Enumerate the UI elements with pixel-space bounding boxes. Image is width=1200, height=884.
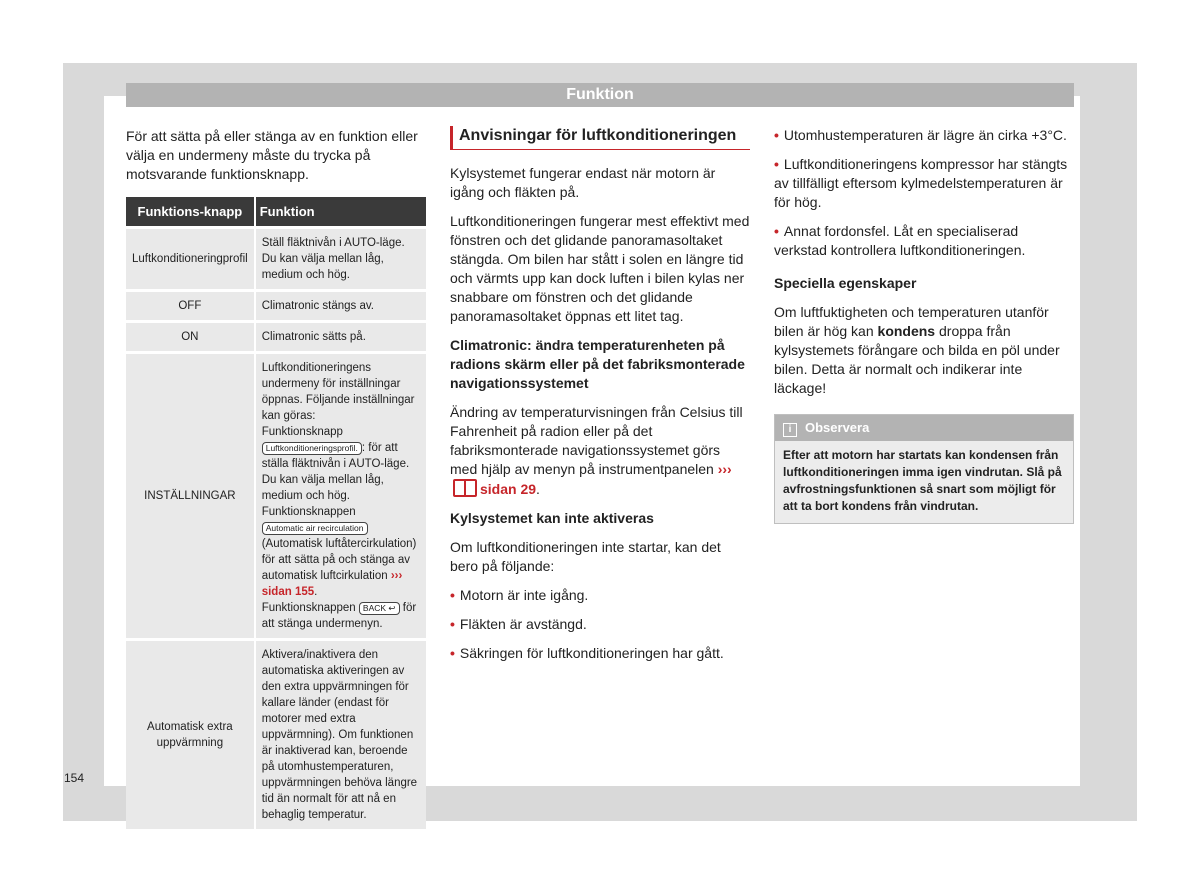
paragraph-text: Om luftfuktigheten och temperaturen utanför bilen är hög kan bbox=[774, 304, 1049, 339]
table-cell-key: ON bbox=[126, 323, 256, 351]
column-middle bbox=[450, 126, 750, 673]
list-item-text: Fläkten är avstängd. bbox=[459, 616, 587, 632]
table-cell-function bbox=[256, 354, 426, 638]
paragraph bbox=[774, 303, 1074, 398]
table-row bbox=[126, 323, 426, 351]
settings-text: (Automatisk luftåtercirkulation) för att sätta på och stänga av automatisk luftcirkulation bbox=[261, 538, 417, 582]
table-cell-function: Aktivera/inaktivera den automatiska aktiveringen av den extra uppvärmningen för kallare länder (endast för motorer med extra uppvärmning). Om funktionen är inaktiverad kan, beroende på utomhustemperaturen, uppvärmningen behöva längre tid än normalt för att nå en behaglig temperatur. bbox=[256, 641, 426, 829]
paragraph bbox=[450, 403, 750, 499]
settings-text: för att stänga undermenyn. bbox=[261, 602, 417, 630]
page-link[interactable]: ››› sidan 155 bbox=[261, 570, 403, 598]
paragraph-text: . bbox=[536, 481, 540, 497]
bullet-dot-icon: • bbox=[774, 127, 779, 143]
subheading: Speciella egenskaper bbox=[774, 275, 917, 291]
bullet-dot-icon: • bbox=[774, 223, 779, 239]
paragraph-text: droppa från kylsystemets förångare och bilda en pöl under bilen. Detta är normalt och indikerar inte läckage! bbox=[774, 323, 1060, 396]
list-item bbox=[450, 644, 750, 663]
link-text: sidan 29 bbox=[480, 481, 537, 497]
keycap-back: BACK ↩ bbox=[359, 602, 400, 615]
settings-text: Luftkonditioneringens undermeny för inställningar öppnas. Följande inställningar kan göras: bbox=[261, 362, 415, 422]
paragraph-text: Ändring av temperaturvisningen från Celsius till Fahrenheit på radion eller på det fabriksmonterade navigationssystemet görs med hjälp av menyn på instrumentpanelen bbox=[450, 404, 743, 477]
intro-text: För att sätta på eller stänga av en funktion eller välja en undermeny måste du trycka på motsvarande funktionsknapp. bbox=[126, 128, 418, 182]
keycap-air-recirculation: Automatic air recirculation bbox=[262, 522, 368, 535]
link-arrow: ››› bbox=[717, 461, 732, 477]
table-row bbox=[126, 292, 426, 320]
bullet-dot-icon: • bbox=[450, 616, 455, 632]
page-title: Funktion bbox=[126, 83, 1074, 107]
settings-text: : för att ställa fläktnivån i AUTO-läge. Du kan välja mellan låg, medium och hög. bbox=[261, 442, 410, 502]
column-left bbox=[126, 127, 426, 832]
function-table bbox=[126, 194, 426, 832]
paragraph: Kylsystemet fungerar endast när motorn är igång och fläkten på. bbox=[450, 165, 716, 200]
table-row bbox=[126, 641, 426, 829]
list-item bbox=[450, 615, 750, 634]
section-title: Anvisningar för luftkonditioneringen bbox=[450, 126, 750, 150]
list-item-text: Annat fordonsfel. Låt en specialiserad verkstad kontrollera luftkonditioneringen. bbox=[774, 223, 1026, 258]
table-row bbox=[126, 229, 426, 289]
table-cell-key: Luftkonditioneringprofil bbox=[126, 229, 256, 289]
keycap-ac-profile: Luftkonditioneringsprofil. bbox=[262, 442, 362, 455]
bullet-dot-icon: • bbox=[450, 645, 455, 661]
bullet-dot-icon: • bbox=[450, 587, 455, 603]
subheading: Climatronic: ändra temperaturenheten på radions skärm eller på det fabriksmonterade navigationssystemet bbox=[450, 337, 745, 391]
list-item bbox=[450, 586, 750, 605]
page-number: 154 bbox=[64, 771, 85, 785]
list-item bbox=[774, 155, 1074, 212]
list-item-text: Säkringen för luftkonditioneringen har gått. bbox=[459, 645, 724, 661]
table-cell-function: Climatronic sätts på. bbox=[256, 323, 426, 351]
note-title: Observera bbox=[805, 420, 870, 435]
note-box bbox=[774, 414, 1074, 524]
settings-text: Funktionsknappen bbox=[261, 506, 356, 518]
note-body: Efter att motorn har startats kan kondensen från luftkonditioneringen imma igen vindrutan. Slå på avfrostningsfunktionen så snart som möjligt för att ta bort kondens från vindrutan. bbox=[783, 448, 1062, 513]
table-cell-key: OFF bbox=[126, 292, 256, 320]
table-cell-key: Automatisk extra uppvärmning bbox=[126, 641, 256, 829]
paragraph: Luftkonditioneringen fungerar mest effektivt med fönstren och det glidande panoramasoltaket stängda. Om bilen har stått i solen en längre tid och värmts upp kan dock luften i bilen kylas ner snabbare om fönstren och det glidande panoramasoltaket öppnas ett litet tag. bbox=[450, 213, 750, 324]
paragraph: Om luftkonditioneringen inte startar, kan det bero på följande: bbox=[450, 539, 721, 574]
table-header-row bbox=[126, 197, 426, 226]
info-icon: i bbox=[783, 423, 797, 437]
list-item-text: Luftkonditioneringens kompressor har stängts av tillfälligt eftersom kylmedelstemperaturen är för hög. bbox=[774, 156, 1068, 210]
table-header-function: Funktion bbox=[256, 197, 426, 226]
list-item bbox=[774, 126, 1074, 145]
table-cell-function: Ställ fläktnivån i AUTO-läge. Du kan välja mellan låg, medium och hög. bbox=[256, 229, 426, 289]
settings-text: Funktionsknappen bbox=[261, 602, 356, 614]
paragraph-bold: kondens bbox=[877, 323, 936, 339]
bullet-dot-icon: • bbox=[774, 156, 779, 172]
table-cell-key: INSTÄLLNINGAR bbox=[126, 354, 256, 638]
settings-text: Funktionsknapp bbox=[261, 426, 343, 438]
table-header-key: Funktions-knapp bbox=[126, 197, 256, 226]
column-right bbox=[774, 126, 1074, 524]
list-item-text: Utomhustemperaturen är lägre än cirka +3°C. bbox=[783, 127, 1067, 143]
table-cell-function: Climatronic stängs av. bbox=[256, 292, 426, 320]
list-item-text: Motorn är inte igång. bbox=[459, 587, 589, 603]
note-header bbox=[775, 415, 1073, 441]
list-item bbox=[774, 222, 1074, 260]
table-row bbox=[126, 354, 426, 638]
settings-text: . bbox=[314, 586, 318, 598]
book-icon bbox=[453, 479, 477, 497]
subheading: Kylsystemet kan inte aktiveras bbox=[450, 510, 654, 526]
